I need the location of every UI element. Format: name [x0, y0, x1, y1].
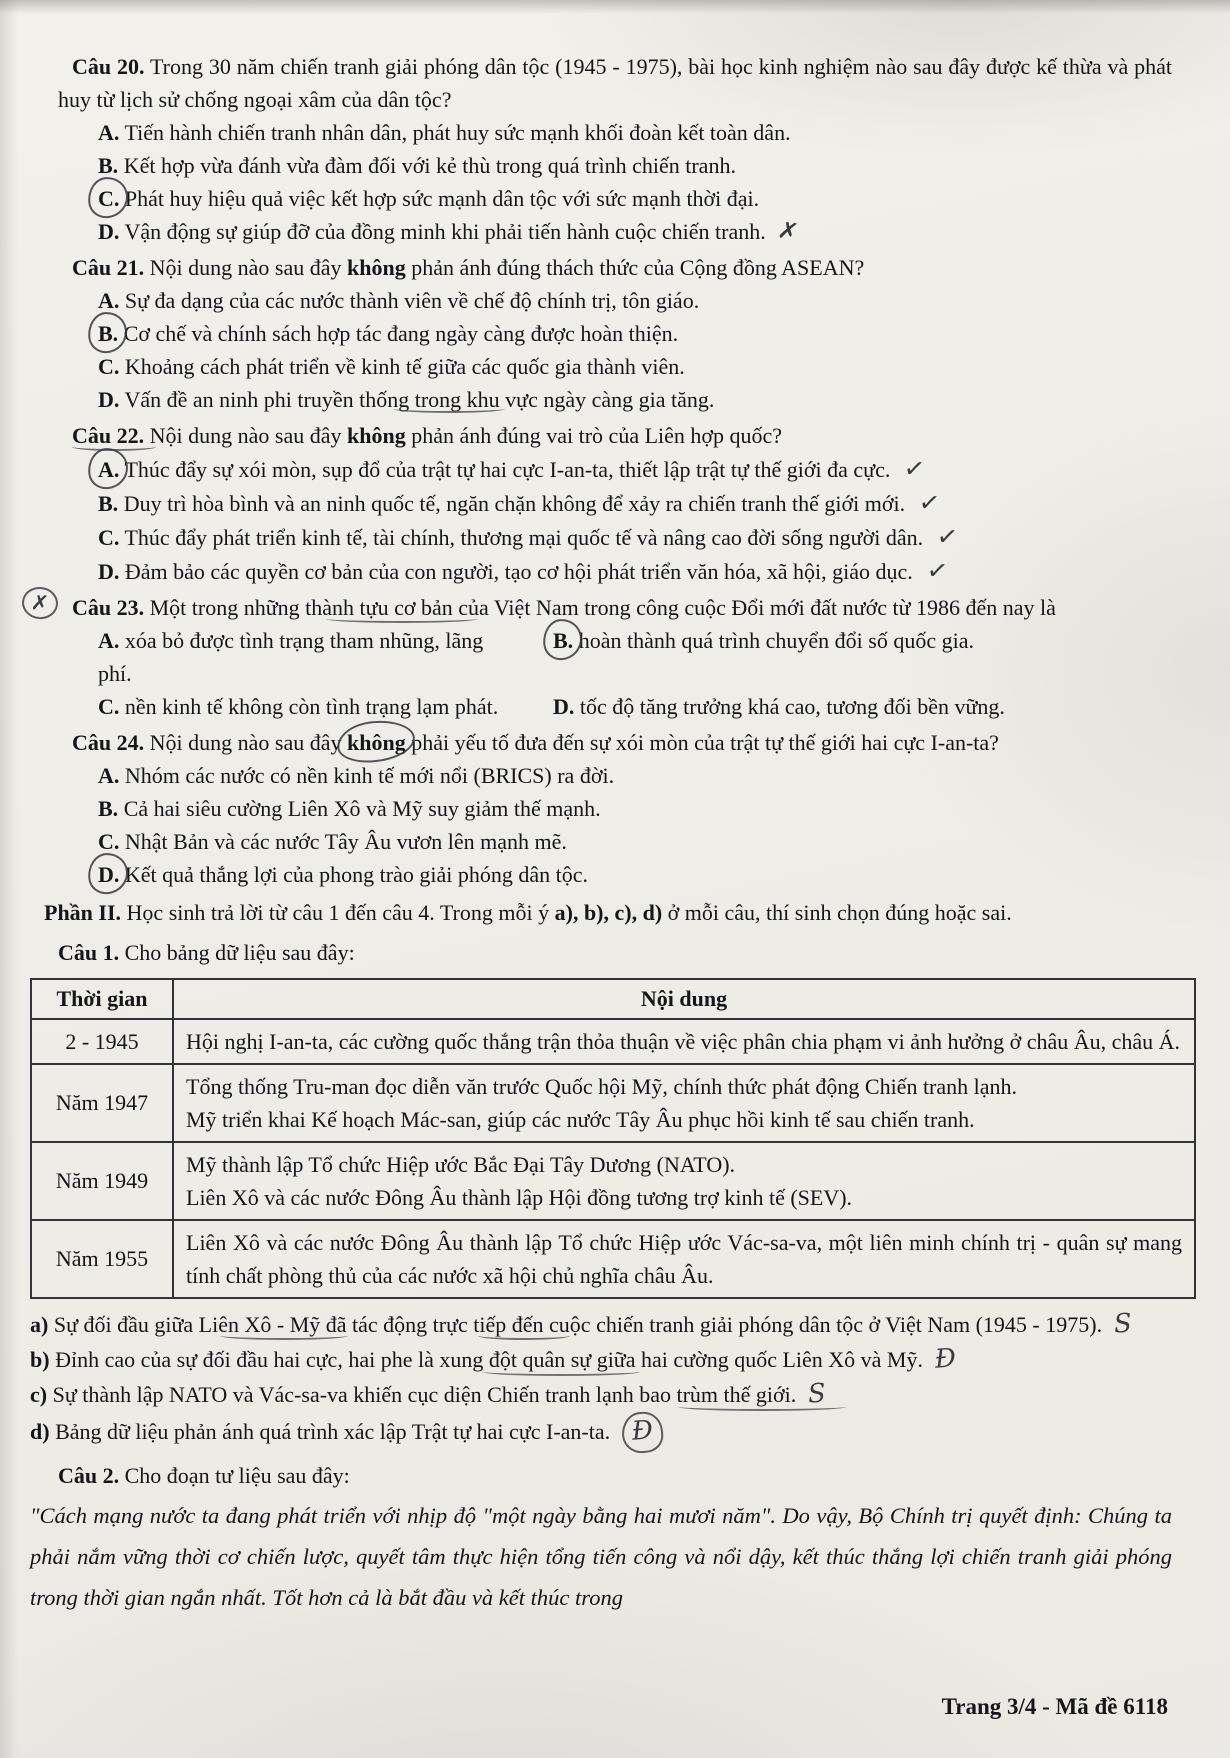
time-header: Thời gian	[31, 979, 173, 1019]
part2-bold: a), b), c), d)	[554, 900, 663, 925]
option-text: Kết hợp vừa đánh vừa đàm đối với kẻ thù trong quá trình chiến tranh.	[118, 153, 736, 178]
handwritten-circled-mark: Đ	[621, 1411, 665, 1455]
table-row	[31, 1064, 1195, 1142]
option-letter: A.	[98, 288, 120, 313]
question-text: Nội dung nào sau đây	[144, 255, 347, 280]
question-label: Câu 23.	[72, 595, 145, 620]
option-row	[58, 215, 1172, 248]
option-row	[58, 116, 1172, 149]
question-head	[58, 251, 1172, 284]
option-text: nền kinh tế không còn tình trạng lạm phát.	[119, 694, 499, 719]
option-letter: B.	[98, 796, 119, 821]
option-row	[58, 452, 1172, 486]
option-letter: C.	[98, 354, 120, 379]
option-letter: A.	[98, 628, 120, 653]
option-row	[58, 858, 1172, 891]
question-text: Trong 30 năm chiến tranh giải phóng dân tộc (1945 - 1975), bài học kinh nghiệm nào sau đây được kế thừa và phát huy từ lịch sử chống ngoại xâm của dân tộc?	[58, 54, 1172, 112]
question-label: Câu 20.	[72, 54, 145, 79]
question-24	[58, 726, 1172, 891]
option-letter: C.	[98, 694, 120, 719]
option-text: Tiến hành chiến tranh nhân dân, phát huy sức mạnh khối đoàn kết toàn dân.	[119, 120, 791, 145]
option-text: Đảm bảo các quyền cơ bản của con người, tạo cơ hội phát triển văn hóa, xã hội, giáo dục.	[119, 559, 913, 584]
option-text: Nhật Bản và các nước Tây Âu vươn lên mạnh mẽ.	[119, 829, 567, 854]
question-text: Nội dung nào sau đây	[144, 730, 347, 755]
statement-letter: d)	[30, 1419, 50, 1444]
data-table	[30, 978, 1196, 1299]
cau1-head	[58, 936, 1172, 970]
statement-c	[30, 1377, 1172, 1412]
option-text: tốc độ tăng trưởng khá cao, tương đối bền vững.	[574, 694, 1005, 719]
question-label: Câu 24.	[72, 730, 145, 755]
question-22	[58, 419, 1172, 588]
statement-letter: b)	[30, 1347, 50, 1372]
handwritten-check-mark: ✓	[917, 486, 943, 519]
option-letter: C.	[98, 525, 120, 550]
option-row	[58, 520, 1172, 554]
option-text: Cả hai siêu cường Liên Xô và Mỹ suy giảm thế mạnh.	[118, 796, 601, 821]
option-row	[58, 624, 513, 690]
part2-text: Học sinh trả lời từ câu 1 đến câu 4. Trong mỗi ý	[121, 900, 555, 925]
option-row	[58, 317, 1172, 350]
option-row	[58, 383, 1172, 416]
option-text: Thúc đẩy sự xói mòn, sụp đổ của trật tự hai cực I-an-ta, thiết lập trật tự thế giới đa cực.	[119, 457, 891, 482]
option-row	[513, 690, 1172, 723]
option-letter-circled: A.	[98, 453, 119, 486]
option-text: Kết quả thắng lợi của phong trào giải phóng dân tộc.	[119, 862, 589, 887]
option-row	[58, 149, 1172, 182]
option-letter: C.	[98, 829, 120, 854]
content-line: Hội nghị I-an-ta, các cường quốc thắng trận thỏa thuận về việc phân chia phạm vi ảnh hưởng ở châu Âu, châu Á.	[186, 1029, 1181, 1054]
option-letter: D.	[98, 387, 120, 412]
option-row	[58, 554, 1172, 588]
handwritten-cross-mark: ✗	[775, 215, 801, 247]
question-text-post: phản ánh đúng thách thức của Cộng đồng ASEAN?	[405, 255, 865, 280]
table-row	[31, 1142, 1195, 1220]
option-text: Nhóm các nước có nền kinh tế mới nổi (BRICS) ra đời.	[119, 763, 615, 788]
option-letter-circled: B.	[553, 624, 573, 657]
content-cell	[173, 1064, 1195, 1142]
part2-header	[44, 896, 1172, 930]
option-text: Vận động sự giúp đỡ của đồng minh khi phải tiến hành cuộc chiến tranh.	[119, 219, 766, 244]
option-row	[58, 759, 1172, 792]
cau1-label: Câu 1.	[58, 940, 120, 965]
question-23	[29, 590, 1172, 723]
handwritten-check-mark: ✓	[902, 452, 928, 485]
options-two-column	[58, 624, 1172, 723]
question-keyword-circled: không	[347, 726, 406, 759]
handwritten-check-mark: ✓	[935, 520, 960, 553]
cau1-text: Cho bảng dữ liệu sau đây:	[119, 940, 355, 965]
statement-a	[30, 1307, 1172, 1342]
time-cell: Năm 1949	[31, 1142, 173, 1220]
option-letter: A.	[98, 763, 120, 788]
question-label: Câu 22.	[72, 423, 145, 448]
option-row	[58, 350, 1172, 383]
option-letter: A.	[98, 120, 120, 145]
option-row	[58, 284, 1172, 317]
question-text-post: phải yếu tố đưa đến sự xói mòn của trật tự thế giới hai cực I-an-ta?	[405, 730, 999, 755]
option-row	[58, 486, 1172, 520]
content-header: Nội dung	[173, 979, 1195, 1019]
option-letter: D.	[98, 219, 120, 244]
page-footer: Trang 3/4 - Mã đề 6118	[941, 1694, 1168, 1719]
content-cell	[173, 1220, 1195, 1298]
option-letter: D.	[98, 559, 120, 584]
handwritten-circled-cross: ✗	[20, 585, 59, 621]
time-cell: 2 - 1945	[31, 1019, 173, 1064]
option-letter-circled: D.	[98, 858, 119, 891]
table-row	[31, 1019, 1195, 1064]
time-cell: Năm 1955	[31, 1220, 173, 1298]
question-head	[58, 50, 1172, 116]
question-text: Nội dung nào sau đây	[144, 423, 347, 448]
handwritten-s-mark: S	[807, 1378, 828, 1410]
handwritten-d-mark: Đ	[933, 1343, 957, 1375]
question-label: Câu 21.	[72, 255, 145, 280]
question-21	[58, 251, 1172, 416]
part2-text-post: ở mỗi câu, thí sinh chọn đúng hoặc sai.	[662, 900, 1012, 925]
question-text-post: phản ánh đúng vai trò của Liên hợp quốc?	[405, 423, 783, 448]
question-keyword: không	[346, 255, 406, 280]
content-cell	[173, 1142, 1195, 1220]
option-letter: B.	[98, 491, 119, 516]
handwritten-s-mark: S	[1113, 1308, 1133, 1340]
statement-b	[30, 1342, 1172, 1377]
option-row	[58, 182, 1172, 215]
option-row	[513, 624, 1172, 690]
option-letter-circled: B.	[98, 317, 118, 350]
option-text: Phát huy hiệu quả việc kết hợp sức mạnh dân tộc với sức mạnh thời đại.	[119, 186, 760, 211]
option-letter: D.	[553, 694, 575, 719]
option-text: hoàn thành quá trình chuyển đổi số quốc gia.	[573, 628, 974, 653]
cau2-head	[58, 1459, 1172, 1493]
handwritten-check-mark: ✓	[924, 554, 950, 587]
time-cell: Năm 1947	[31, 1064, 173, 1142]
question-keyword: không	[346, 423, 406, 448]
content-line: Mỹ thành lập Tổ chức Hiệp ước Bắc Đại Tây Dương (NATO).	[186, 1152, 736, 1177]
part2-label: Phần II.	[44, 900, 122, 925]
statement-d	[30, 1412, 1172, 1453]
cau2-text: Cho đoạn tư liệu sau đây:	[119, 1463, 350, 1488]
content-cell	[173, 1019, 1195, 1064]
option-text: Duy trì hòa bình và an ninh quốc tế, ngăn chặn không để xảy ra chiến tranh thế giới mới.	[118, 491, 906, 516]
content-line: Liên Xô và các nước Đông Âu thành lập Tổ chức Hiệp ước Vác-sa-va, một liên minh chính trị - quân sự mang tính chất phòng thủ của các nước xã hội chủ nghĩa châu Âu.	[186, 1230, 1182, 1288]
statement-letter: a)	[30, 1312, 49, 1337]
question-head	[58, 726, 1172, 759]
option-text: Cơ chế và chính sách hợp tác đang ngày càng được hoàn thiện.	[118, 321, 679, 346]
option-text: xóa bỏ được tình trạng tham nhũng, lãng phí.	[98, 628, 484, 686]
question-head	[29, 590, 1172, 624]
statement-text: Sự thành lập NATO và Vác-sa-va khiến cục diện Chiến tranh lạnh bao trùm thế giới.	[47, 1382, 797, 1407]
option-text: Sự đa dạng của các nước thành viên về chế độ chính trị, tôn giáo.	[119, 288, 700, 313]
question-20	[58, 50, 1172, 248]
option-text: Thúc đẩy phát triển kinh tế, tài chính, thương mại quốc tế và nâng cao đời sống người dân.	[119, 525, 924, 550]
question-head	[58, 419, 1172, 452]
content-line: Liên Xô và các nước Đông Âu thành lập Hội đồng tương trợ kinh tế (SEV).	[186, 1185, 853, 1210]
option-letter-circled: C.	[98, 182, 119, 215]
option-row	[58, 825, 1172, 858]
question-text: Một trong những thành tựu cơ bản của Việt Nam trong công cuộc Đổi mới đất nước từ 1986 đến nay là	[144, 595, 1056, 620]
content-line: Tổng thống Tru-man đọc diễn văn trước Quốc hội Mỹ, chính thức phát động Chiến tranh lạnh.	[186, 1074, 1018, 1099]
option-text: Vấn đề an ninh phi truyền thống trong khu vực ngày càng gia tăng.	[119, 387, 715, 412]
quote-paragraph: "Cách mạng nước ta đang phát triển với nhịp độ "một ngày bằng hai mươi năm". Do vậy, Bộ Chính trị quyết định: Chúng ta phải nắm vững thời cơ chiến lược, quyết tâm thực hiện tổng tiến công và nổi dậy, kết thúc thắng lợi chiến tranh giải phóng trong thời gian ngắn nhất. Tốt hơn cả là bắt đầu và kết thúc trong	[30, 1503, 1172, 1610]
option-letter: B.	[98, 153, 119, 178]
table-row	[31, 1220, 1195, 1298]
table-header-row	[31, 979, 1195, 1019]
option-row	[58, 792, 1172, 825]
option-text: Khoảng cách phát triển về kinh tế giữa các quốc gia thành viên.	[119, 354, 685, 379]
cau2-label: Câu 2.	[58, 1463, 120, 1488]
content-line: Mỹ triển khai Kế hoạch Mác-san, giúp các nước Tây Âu phục hồi kinh tế sau chiến tranh.	[186, 1107, 975, 1132]
statement-letter: c)	[30, 1382, 48, 1407]
option-row	[58, 690, 513, 723]
statement-text: Bảng dữ liệu phản ánh quá trình xác lập Trật tự hai cực I-an-ta.	[49, 1419, 611, 1444]
statement-text: Sự đối đầu giữa Liên Xô - Mỹ đã tác động trực tiếp đến cuộc chiến tranh giải phóng dân tộc ở Việt Nam (1945 - 1975).	[48, 1312, 1103, 1337]
statement-text: Đỉnh cao của sự đối đầu hai cực, hai phe là xung đột quân sự giữa hai cường quốc Liên Xô và Mỹ.	[49, 1347, 923, 1372]
